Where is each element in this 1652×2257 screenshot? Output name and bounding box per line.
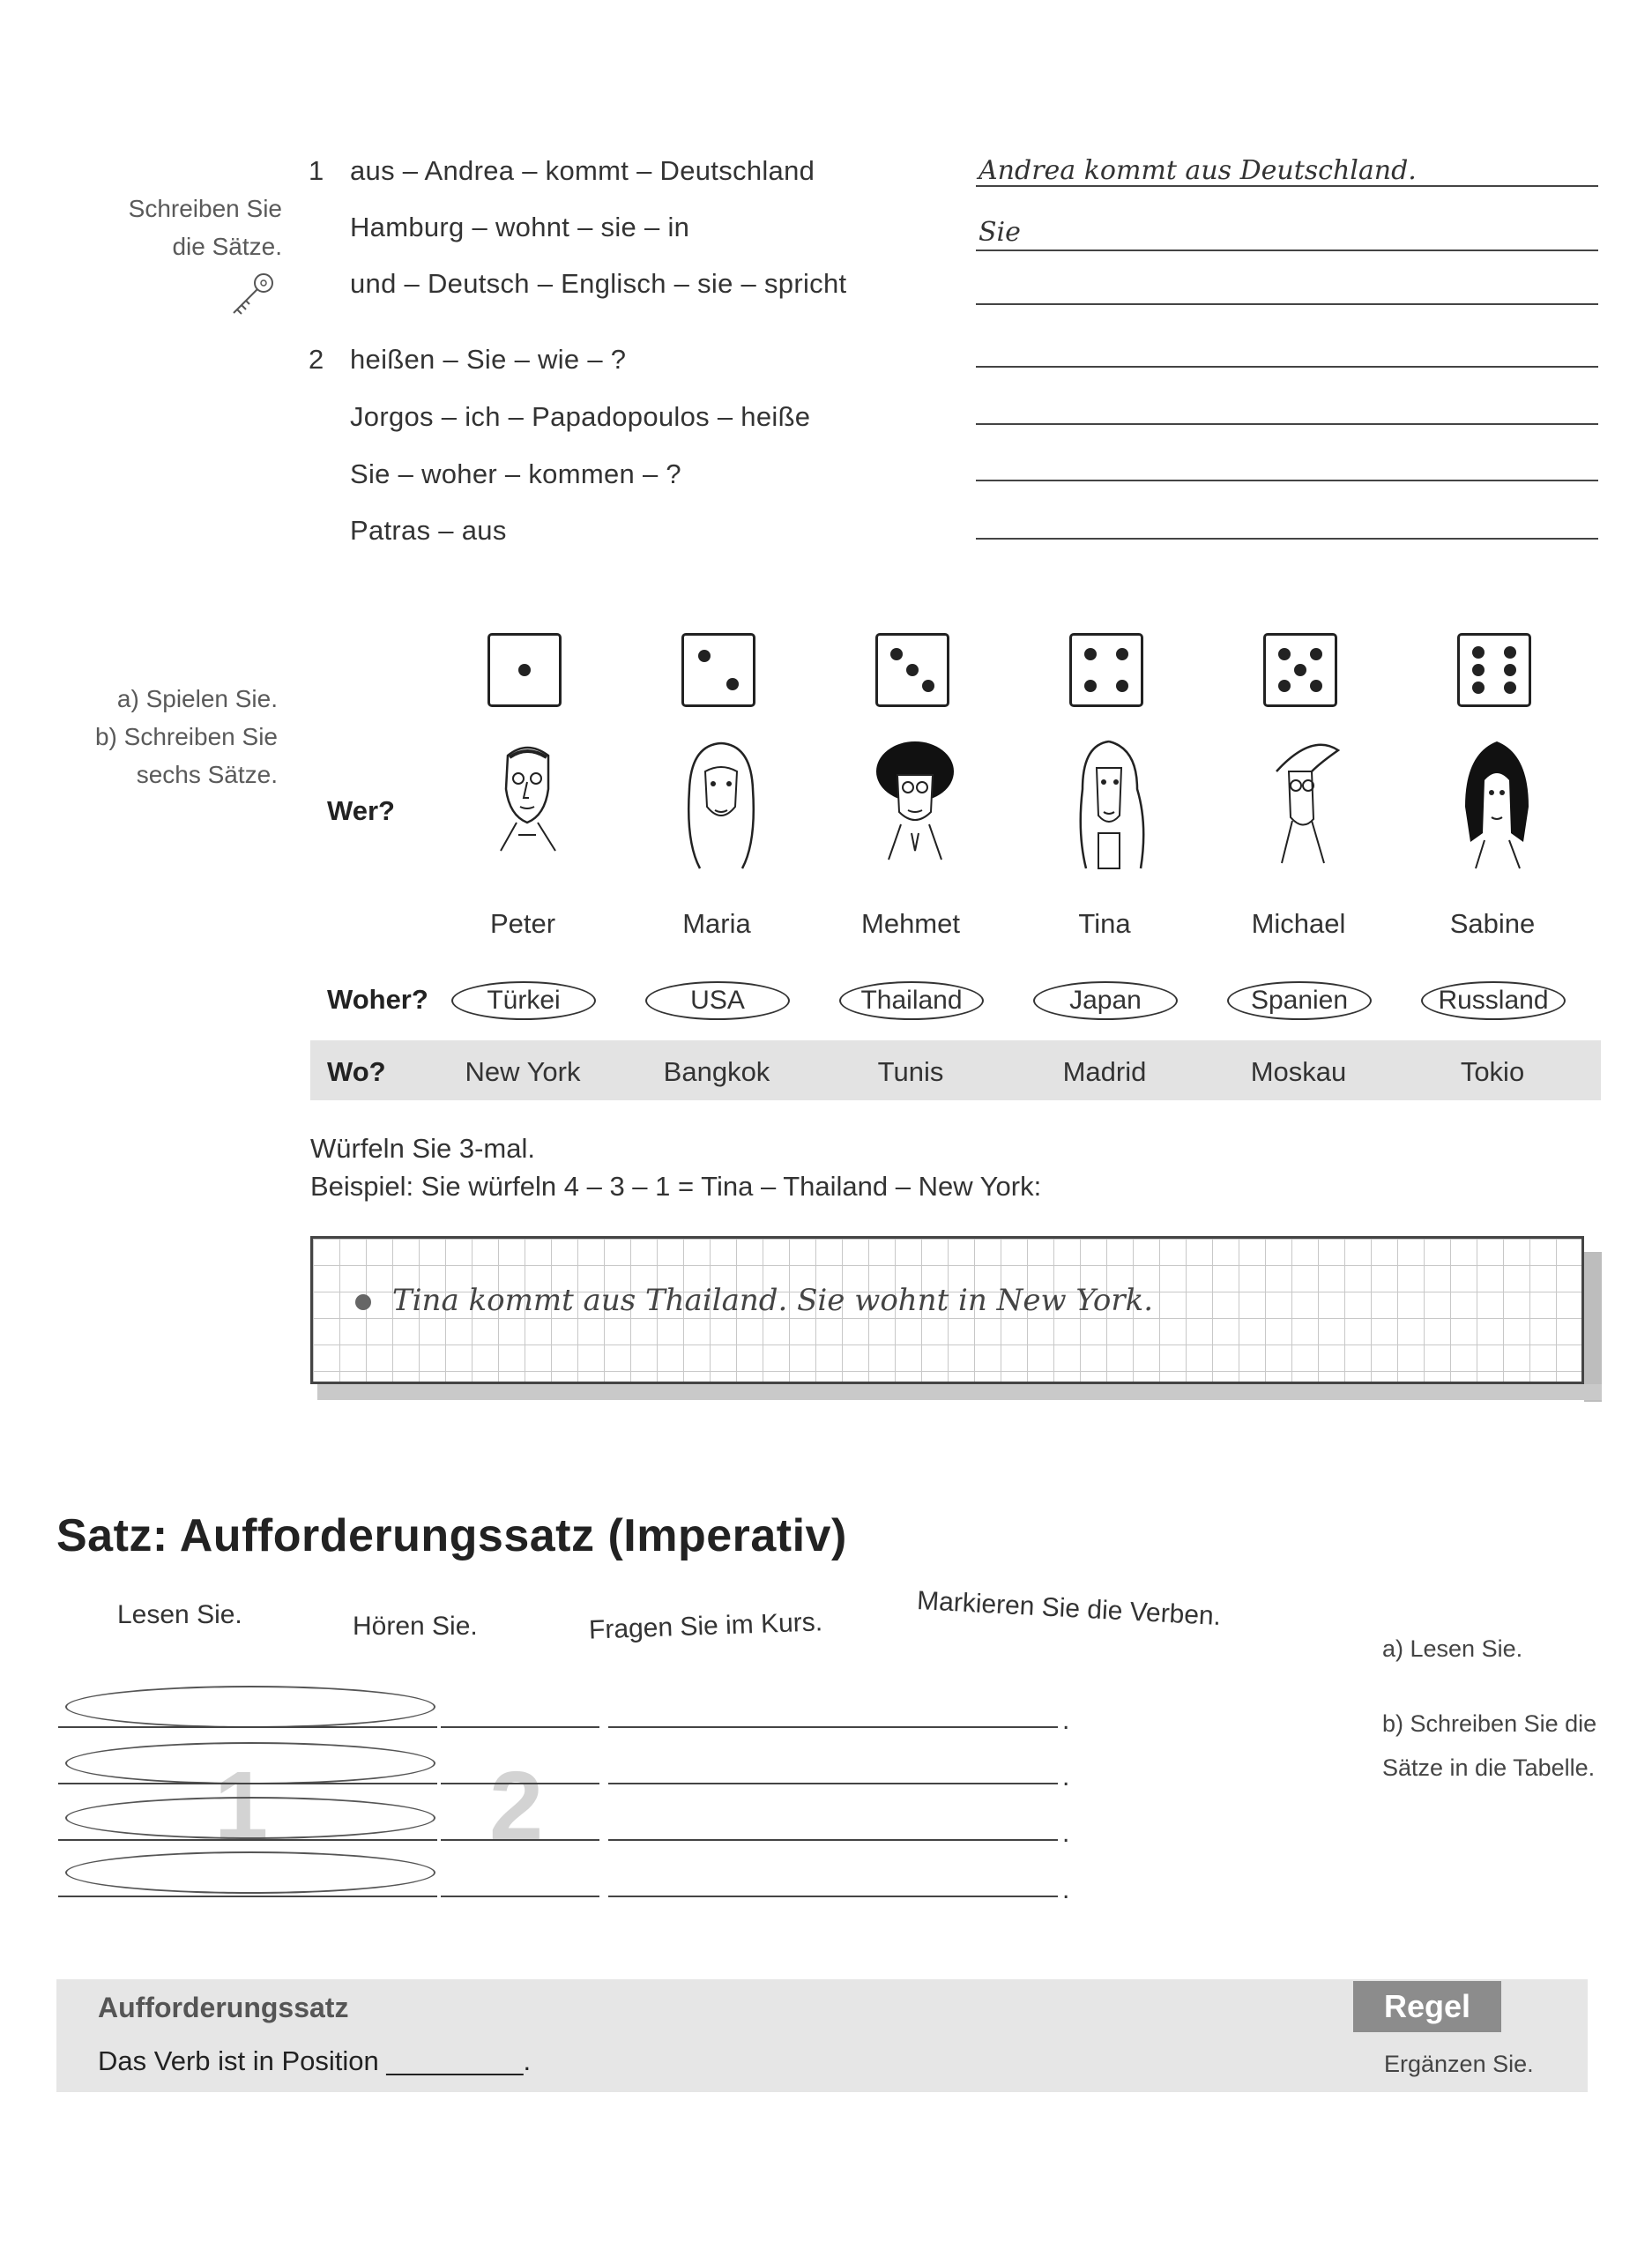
position-digit-2: 2: [489, 1752, 544, 1860]
rule-title: Aufforderungssatz: [98, 1992, 349, 2023]
table-line: [58, 1896, 437, 1897]
answer-text: Andrea kommt aus Deutschland.: [979, 155, 1417, 186]
regel-instruction: Ergänzen Sie.: [1384, 2051, 1534, 2077]
woher-label: Woher?: [327, 984, 428, 1015]
example-instruction: Beispiel: Sie würfeln 4 – 3 – 1 = Tina – Thailand – New York:: [310, 1171, 1042, 1202]
table-line: [58, 1839, 437, 1841]
answer-line[interactable]: [976, 538, 1598, 540]
die-face-3: [875, 633, 949, 707]
wer-label: Wer?: [327, 795, 395, 826]
example-answer: Tina kommt aus Thailand. Sie wohnt in New York.: [392, 1283, 1154, 1318]
die-pip: [1084, 648, 1097, 660]
die-pip: [1310, 648, 1322, 660]
exercise-words: Jorgos – ich – Papadopoulos – heiße: [350, 401, 811, 432]
country-oval: Russland: [1421, 981, 1566, 1020]
table-line: [58, 1726, 437, 1728]
verb-oval[interactable]: [65, 1686, 435, 1728]
imperative-sentence: Markieren Sie die Verben.: [916, 1585, 1222, 1632]
roll-instruction: Würfeln Sie 3-mal.: [310, 1133, 535, 1164]
exercise-words: Patras – aus: [350, 515, 507, 546]
side-instruction-b: [1382, 1702, 1596, 1790]
exercise-words: Sie – woher – kommen – ?: [350, 458, 681, 489]
die-pip: [698, 650, 711, 662]
country-oval: Spanien: [1227, 981, 1372, 1020]
die-pip: [922, 680, 934, 692]
die-face-5: [1263, 633, 1337, 707]
person-name: Tina: [1078, 908, 1131, 939]
die-pip: [1278, 680, 1291, 692]
side-instruction-line: b) Schreiben Sie die: [1382, 1710, 1597, 1737]
die-pip: [1472, 682, 1485, 694]
instruction-line: Schreiben Sie: [128, 195, 282, 222]
notebook-shadow: [1584, 1252, 1602, 1402]
table-line[interactable]: [608, 1839, 1058, 1841]
answer-line[interactable]: [976, 423, 1598, 425]
wo-label: Wo?: [327, 1056, 386, 1087]
person-name: Michael: [1251, 908, 1346, 939]
side-instruction-line: Sätze in die Tabelle.: [1382, 1754, 1596, 1781]
bullet-dot: [355, 1294, 371, 1310]
exercise-words: heißen – Sie – wie – ?: [350, 344, 627, 375]
table-line[interactable]: [608, 1896, 1058, 1897]
person-drawing-tina: [1056, 736, 1162, 877]
die-pip: [1504, 664, 1516, 676]
exercise-words: Hamburg – wohnt – sie – in: [350, 212, 690, 242]
table-line[interactable]: [608, 1726, 1058, 1728]
section-title: Satz: Aufforderungssatz (Imperativ): [56, 1510, 847, 1561]
verb-oval[interactable]: [65, 1742, 435, 1784]
person-name: Maria: [682, 908, 751, 939]
die-pip: [518, 664, 531, 676]
instruction-line: sechs Sätze.: [136, 761, 278, 788]
exercise-words: und – Deutsch – Englisch – sie – spricht: [350, 268, 847, 299]
country-oval: Japan: [1033, 981, 1178, 1020]
instruction-write-sentences: [88, 190, 282, 265]
country-oval: Türkei: [451, 981, 596, 1020]
die-pip: [1278, 648, 1291, 660]
key-icon: [225, 269, 278, 322]
die-pip: [1472, 646, 1485, 659]
table-line: [58, 1783, 437, 1784]
die-pip: [1084, 680, 1097, 692]
city-name: Moskau: [1250, 1056, 1347, 1087]
sentence-end-dot: .: [1062, 1819, 1070, 1848]
instruction-line: a) Spielen Sie.: [116, 685, 278, 712]
answer-text: Sie: [979, 217, 1021, 248]
sentence-end-dot: .: [1062, 1875, 1070, 1904]
die-face-6: [1457, 633, 1531, 707]
sentence-end-dot: .: [1062, 1706, 1070, 1735]
person-drawing-peter: [474, 736, 580, 877]
sentence-end-dot: .: [1062, 1762, 1070, 1791]
city-name: Tokio: [1460, 1056, 1525, 1087]
die-pip: [1504, 646, 1516, 659]
table-line[interactable]: [441, 1839, 599, 1841]
table-line[interactable]: [441, 1783, 599, 1784]
answer-line[interactable]: [976, 185, 1598, 187]
person-drawing-mehmet: [862, 736, 968, 877]
city-name: Madrid: [1062, 1056, 1147, 1087]
person-name: Mehmet: [861, 908, 960, 939]
country-oval: Thailand: [839, 981, 984, 1020]
city-name: New York: [465, 1056, 581, 1087]
die-pip: [1116, 680, 1128, 692]
regel-badge: Regel: [1353, 1981, 1501, 2032]
answer-line[interactable]: [976, 366, 1598, 368]
imperative-sentence: Lesen Sie.: [117, 1600, 242, 1629]
notebook-shadow: [317, 1384, 1602, 1400]
answer-line[interactable]: [976, 303, 1598, 305]
country-oval: USA: [645, 981, 790, 1020]
side-instruction-a: a) Lesen Sie.: [1382, 1635, 1523, 1662]
die-face-2: [681, 633, 755, 707]
position-digit-1: 1: [214, 1752, 269, 1860]
verb-oval[interactable]: [65, 1851, 435, 1894]
exercise-number-1: 1: [309, 155, 324, 186]
city-name: Tunis: [877, 1056, 944, 1087]
person-drawing-michael: [1250, 736, 1356, 877]
imperative-sentence: Fragen Sie im Kurs.: [588, 1607, 823, 1645]
die-pip: [726, 678, 739, 690]
city-name: Bangkok: [663, 1056, 770, 1087]
answer-line[interactable]: [976, 480, 1598, 481]
person-name: Sabine: [1449, 908, 1536, 939]
die-pip: [1310, 680, 1322, 692]
person-drawing-maria: [668, 736, 774, 877]
table-line[interactable]: [608, 1783, 1058, 1784]
person-drawing-sabine: [1444, 736, 1550, 877]
imperative-sentence: Hören Sie.: [353, 1612, 478, 1641]
die-pip: [1294, 664, 1306, 676]
die-pip: [906, 664, 919, 676]
table-line[interactable]: [441, 1896, 599, 1897]
die-face-4: [1069, 633, 1143, 707]
die-face-1: [487, 633, 562, 707]
answer-line[interactable]: [976, 250, 1598, 251]
verb-oval[interactable]: [65, 1797, 435, 1839]
table-line[interactable]: [441, 1726, 599, 1728]
die-pip: [1504, 682, 1516, 694]
die-pip: [1472, 664, 1485, 676]
exercise-words: aus – Andrea – kommt – Deutschland: [350, 155, 815, 186]
person-name: Peter: [489, 908, 556, 939]
instruction-line: b) Schreiben Sie: [94, 723, 278, 750]
die-pip: [890, 648, 903, 660]
die-pip: [1116, 648, 1128, 660]
rule-text: Das Verb ist in Position _________.: [98, 2045, 532, 2076]
instruction-line: die Sätze.: [172, 233, 282, 260]
exercise-number-2: 2: [309, 344, 324, 375]
instruction-play-write: [71, 680, 278, 793]
